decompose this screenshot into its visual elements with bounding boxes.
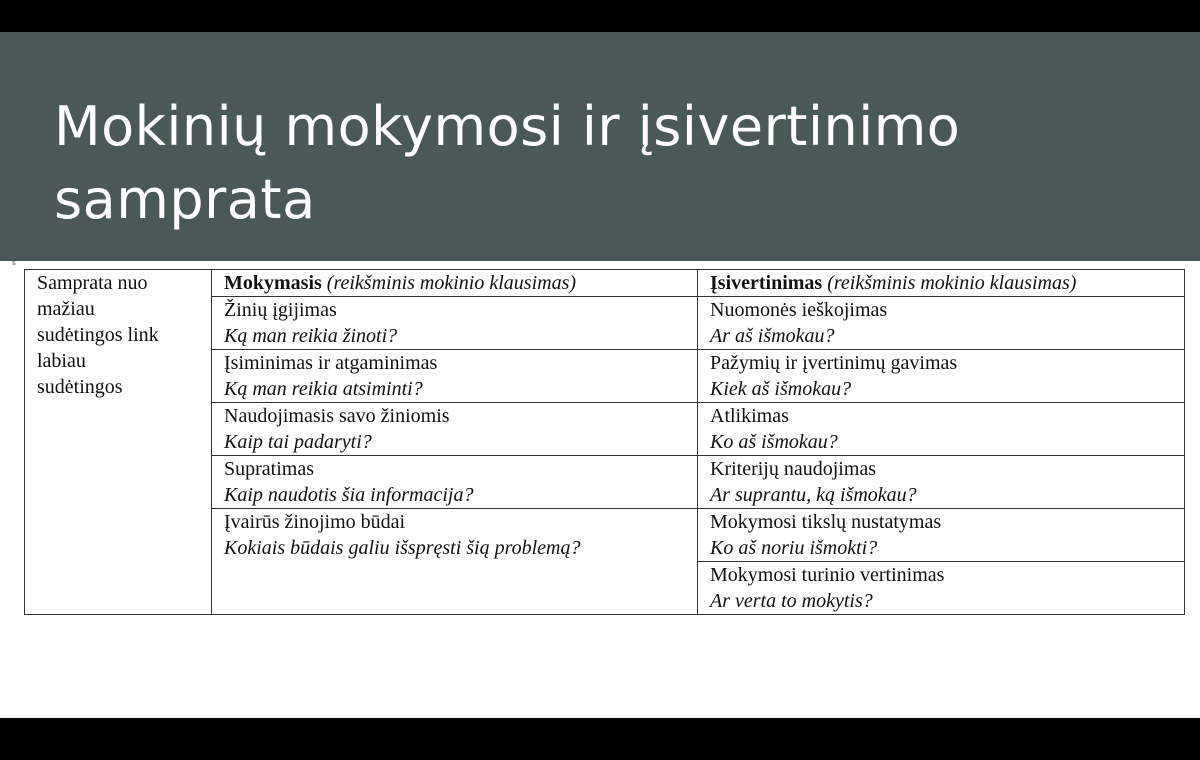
assessment-title: Atlikimas bbox=[710, 405, 789, 427]
learning-title: Žinių įgijimas bbox=[224, 299, 337, 321]
assessment-question: Ar verta to mokytis? bbox=[710, 590, 873, 612]
assessment-header bbox=[698, 270, 1185, 297]
learning-title: Supratimas bbox=[224, 458, 314, 480]
learning-question: Ką man reikia atsiminti? bbox=[224, 378, 423, 400]
learning-cell bbox=[212, 509, 698, 615]
title-banner bbox=[0, 32, 1200, 261]
assessment-cell bbox=[698, 403, 1185, 456]
learning-cell bbox=[212, 350, 698, 403]
concept-table bbox=[24, 269, 1185, 615]
concept-line: labiau bbox=[37, 350, 86, 372]
learning-header bbox=[212, 270, 698, 297]
assessment-question: Ko aš noriu išmokti? bbox=[710, 537, 878, 559]
assessment-question: Ar suprantu, ką išmokau? bbox=[710, 484, 917, 506]
learning-header-label: Mokymasis bbox=[224, 272, 322, 294]
concept-line: sudėtingos link bbox=[37, 324, 159, 346]
assessment-title: Mokymosi turinio vertinimas bbox=[710, 564, 945, 586]
learning-title: Įsiminimas ir atgaminimas bbox=[224, 352, 438, 374]
assessment-cell bbox=[698, 562, 1185, 615]
assessment-header-label: Įsivertinimas bbox=[710, 272, 823, 294]
learning-question: Ką man reikia žinoti? bbox=[224, 325, 398, 347]
slide-title-line-2: samprata bbox=[54, 168, 316, 231]
assessment-cell bbox=[698, 297, 1185, 350]
concept-line: mažiau bbox=[37, 298, 95, 320]
slide-title-line-1: Mokinių mokymosi ir įsivertinimo bbox=[54, 95, 961, 158]
concept-line: Samprata nuo bbox=[37, 272, 148, 294]
learning-question: Kokiais būdais galiu išspręsti šią problemą? bbox=[224, 537, 581, 559]
slide-title bbox=[54, 90, 1154, 236]
learning-header-note: (reikšminis mokinio klausimas) bbox=[326, 272, 577, 294]
learning-cell bbox=[212, 456, 698, 509]
learning-question: Kaip naudotis šia informacija? bbox=[224, 484, 474, 506]
learning-question: Kaip tai padaryti? bbox=[224, 431, 372, 453]
assessment-cell bbox=[698, 456, 1185, 509]
table-move-handle-icon[interactable]: ⸹ bbox=[12, 260, 17, 269]
table-row bbox=[25, 270, 1185, 297]
assessment-question: Kiek aš išmokau? bbox=[710, 378, 852, 400]
assessment-title: Kriterijų naudojimas bbox=[710, 458, 877, 480]
learning-cell bbox=[212, 297, 698, 350]
assessment-header-note: (reikšminis mokinio klausimas) bbox=[827, 272, 1077, 294]
learning-cell bbox=[212, 403, 698, 456]
assessment-cell bbox=[698, 509, 1185, 562]
assessment-question: Ko aš išmokau? bbox=[710, 431, 838, 453]
concept-cell bbox=[25, 270, 212, 615]
assessment-title: Nuomonės ieškojimas bbox=[710, 299, 888, 321]
assessment-title: Mokymosi tikslų nustatymas bbox=[710, 511, 942, 533]
assessment-title: Pažymių ir įvertinimų gavimas bbox=[710, 352, 958, 374]
assessment-question: Ar aš išmokau? bbox=[710, 325, 835, 347]
concept-line: sudėtingos bbox=[37, 376, 123, 398]
learning-title: Naudojimasis savo žiniomis bbox=[224, 405, 450, 427]
assessment-cell bbox=[698, 350, 1185, 403]
learning-title: Įvairūs žinojimo būdai bbox=[224, 511, 406, 533]
